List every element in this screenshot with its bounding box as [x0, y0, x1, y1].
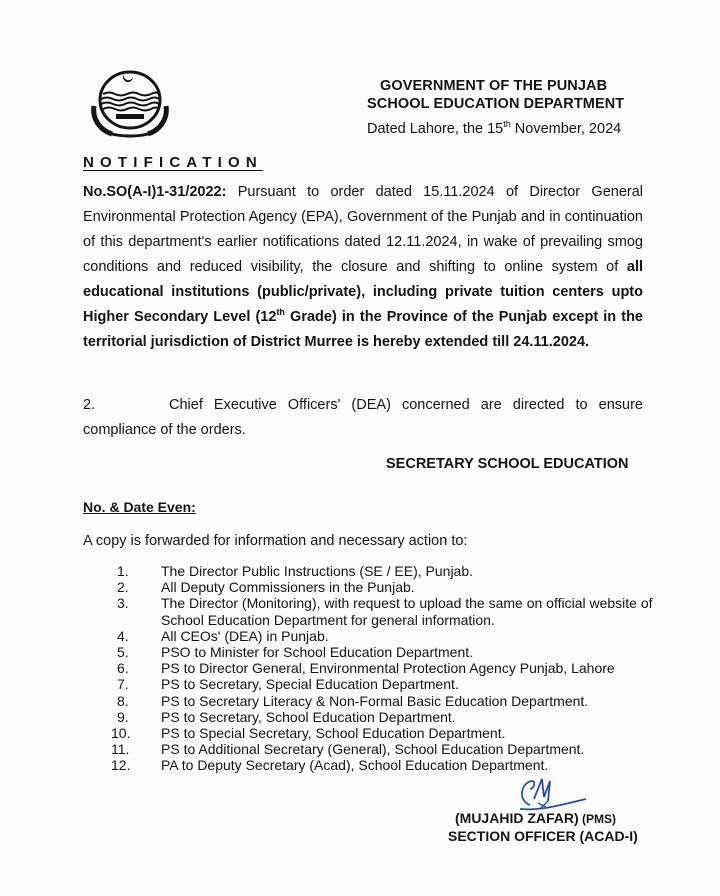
distribution-list — [111, 563, 657, 774]
list-item — [117, 563, 657, 579]
item-text: PS to Secretary Literacy & Non-Formal Basic Education Department. — [161, 692, 589, 709]
item-text: PS to Special Secretary, School Education Department. — [161, 725, 506, 742]
issue-date — [367, 121, 621, 137]
item-text: All Deputy Commissioners in the Punjab. — [161, 579, 415, 596]
list-item — [117, 595, 657, 627]
item-number: 10. — [111, 725, 131, 742]
item-number: 9. — [117, 708, 129, 725]
paragraph-text: Pursuant to order dated 15.11.2024 of Director General Environmental Protection Agency (EPA), Government of the Punjab and in continuation of this department's earlier notifications dated 12.11.2024, in wake of prevailing smog conditions and reduced visibility, the closure and shifting to online system of — [83, 184, 643, 275]
paragraph-number: 2. — [83, 397, 96, 413]
item-number: 11. — [111, 741, 130, 758]
officer-name-text: (MUJAHID ZAFAR) — [455, 810, 579, 826]
paragraph-bold-text: all educational institutions (public/private), including private tuition centers upto Higher Secondary Level (12 — [83, 259, 643, 325]
notification-paragraph-2 — [83, 393, 643, 443]
item-number: 6. — [117, 660, 129, 677]
secretary-signatory: SECRETARY SCHOOL EDUCATION — [386, 456, 629, 472]
list-item — [117, 709, 657, 725]
item-number: 7. — [117, 676, 129, 693]
notification-title: NOTIFICATION — [83, 154, 263, 171]
item-number: 8. — [117, 692, 129, 709]
item-text: PS to Director General, Environmental Protection Agency Punjab, Lahore — [161, 660, 615, 677]
item-text: PS to Additional Secretary (General), School Education Department. — [161, 741, 585, 758]
item-number: 5. — [117, 644, 129, 661]
officer-designation: SECTION OFFICER (ACAD-I) — [448, 828, 638, 844]
list-item — [117, 693, 657, 709]
list-item — [111, 725, 657, 742]
item-text: The Director (Monitoring), with request to upload the same on official website of School Education Department for general information. — [161, 595, 653, 628]
item-text: PSO to Minister for School Education Department. — [161, 644, 474, 661]
notification-paragraph-1 — [83, 180, 643, 355]
paragraph-text: Chief Executive Officers' (DEA) concerned are directed to ensure compliance of the orders. — [83, 397, 643, 438]
item-text: PS to Secretary, Special Education Department. — [161, 676, 459, 693]
list-item — [117, 579, 657, 595]
punjab-government-emblem-icon — [88, 64, 172, 140]
list-item — [117, 660, 657, 676]
date-ordinal: th — [503, 119, 511, 130]
paragraph-bold-text-end: Grade) in the Province of the Punjab except in the territorial jurisdiction of District Murree is hereby extended till 24.11.2024. — [83, 309, 643, 350]
item-number: 4. — [117, 627, 129, 644]
item-number: 3. — [117, 595, 129, 612]
list-item — [117, 628, 657, 644]
endorsement-heading: No. & Date Even: — [83, 499, 196, 515]
item-text: PA to Deputy Secretary (Acad), School Education Department. — [161, 757, 549, 774]
date-text: Dated Lahore, the 15 — [367, 121, 504, 137]
item-text: All CEOs' (DEA) in Punjab. — [161, 627, 329, 644]
officer-name — [455, 810, 616, 826]
grade-ordinal: th — [276, 307, 285, 318]
list-item — [111, 757, 657, 774]
item-number: 2. — [117, 579, 129, 596]
list-item — [117, 676, 657, 692]
item-number: 12. — [111, 757, 131, 774]
item-number: 1. — [117, 563, 129, 579]
government-heading: GOVERNMENT OF THE PUNJAB — [380, 78, 608, 94]
list-item — [111, 741, 657, 758]
item-text: PS to Secretary, School Education Department. — [161, 708, 456, 725]
department-heading: SCHOOL EDUCATION DEPARTMENT — [367, 96, 625, 112]
item-text: The Director Public Instructions (SE / EE), Punjab. — [161, 563, 474, 579]
endorsement-intro: A copy is forwarded for information and necessary action to: — [83, 533, 468, 549]
reference-number: No.SO(A-I)1-31/2022: — [83, 184, 227, 200]
handwritten-signature-icon — [510, 775, 590, 815]
list-item — [117, 644, 657, 660]
officer-service: (PMS) — [578, 812, 616, 826]
date-text-end: November, 2024 — [510, 121, 622, 137]
